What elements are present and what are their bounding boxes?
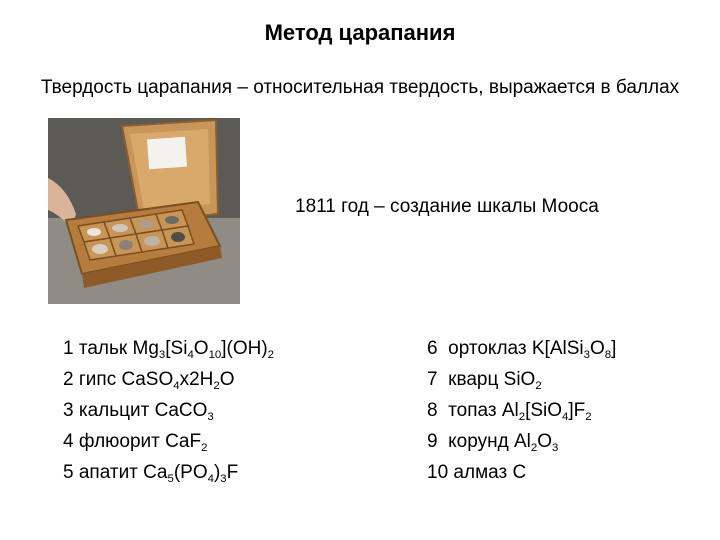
mineral-name: флюорит [78,431,160,452]
mineral-formula: $Al_2O_3$ [513,431,559,454]
mineral-row [63,457,274,488]
mineral-row [427,457,616,488]
mineral-number: 10 [427,462,449,483]
mineral-formula: SiO$_2$ [503,369,542,392]
mineral-formula: $Ca_5(PO_4)_3F$ [143,462,239,485]
mineral-formula: CaF$_2$ [165,431,208,454]
mineral-row [63,395,274,426]
mineral-name: кварц [448,369,499,390]
mineral-row [63,426,274,457]
mineral-name: кальцит [78,400,150,421]
mineral-formula: $Al_2[SiO_4]F_2$ [501,400,592,423]
mineral-number: 9 [427,431,438,452]
mineral-number: 3 [63,400,74,421]
slide-subtitle: Твердость царапания – относительная твердость, выражается в баллах [40,77,680,98]
mineral-name: апатит [78,462,138,483]
mineral-number: 2 [63,369,74,390]
mineral-row [427,395,616,426]
mineral-name: топаз [448,400,497,421]
mineral-row [427,333,616,364]
mineral-formula: $Mg_3[Si_4O_{10}](OH)_2$ [132,338,275,361]
mohs-kit-photo [48,118,240,304]
mineral-number: 4 [63,431,74,452]
slide-title: Метод царапания [264,20,456,45]
mineral-row [63,364,274,395]
mineral-number: 7 [427,369,438,390]
mineral-name: гипс [78,369,117,390]
mineral-row [427,426,616,457]
mohs-scale-list-left [63,333,274,488]
mineral-name: тальк [78,338,128,359]
mineral-formula: $CaSO_4x2H_2O$ [121,369,235,392]
moos-scale-year-note: 1811 год – создание шкалы Мооса [295,196,599,217]
mineral-formula: C [512,462,527,483]
mineral-formula: CaCO$_3$ [154,400,214,423]
mineral-number: 6 [427,338,438,359]
mineral-number: 5 [63,462,74,483]
mineral-number: 1 [63,338,74,359]
mineral-name: корунд [448,431,509,452]
mineral-formula: $K[AlSi_3O_8]$ [531,338,617,361]
mineral-number: 8 [427,400,438,421]
mineral-row [427,364,616,395]
mohs-scale-list-right [427,333,616,488]
mineral-row [63,333,274,364]
mineral-name: алмаз [453,462,508,483]
mineral-name: ортоклаз [448,338,527,359]
